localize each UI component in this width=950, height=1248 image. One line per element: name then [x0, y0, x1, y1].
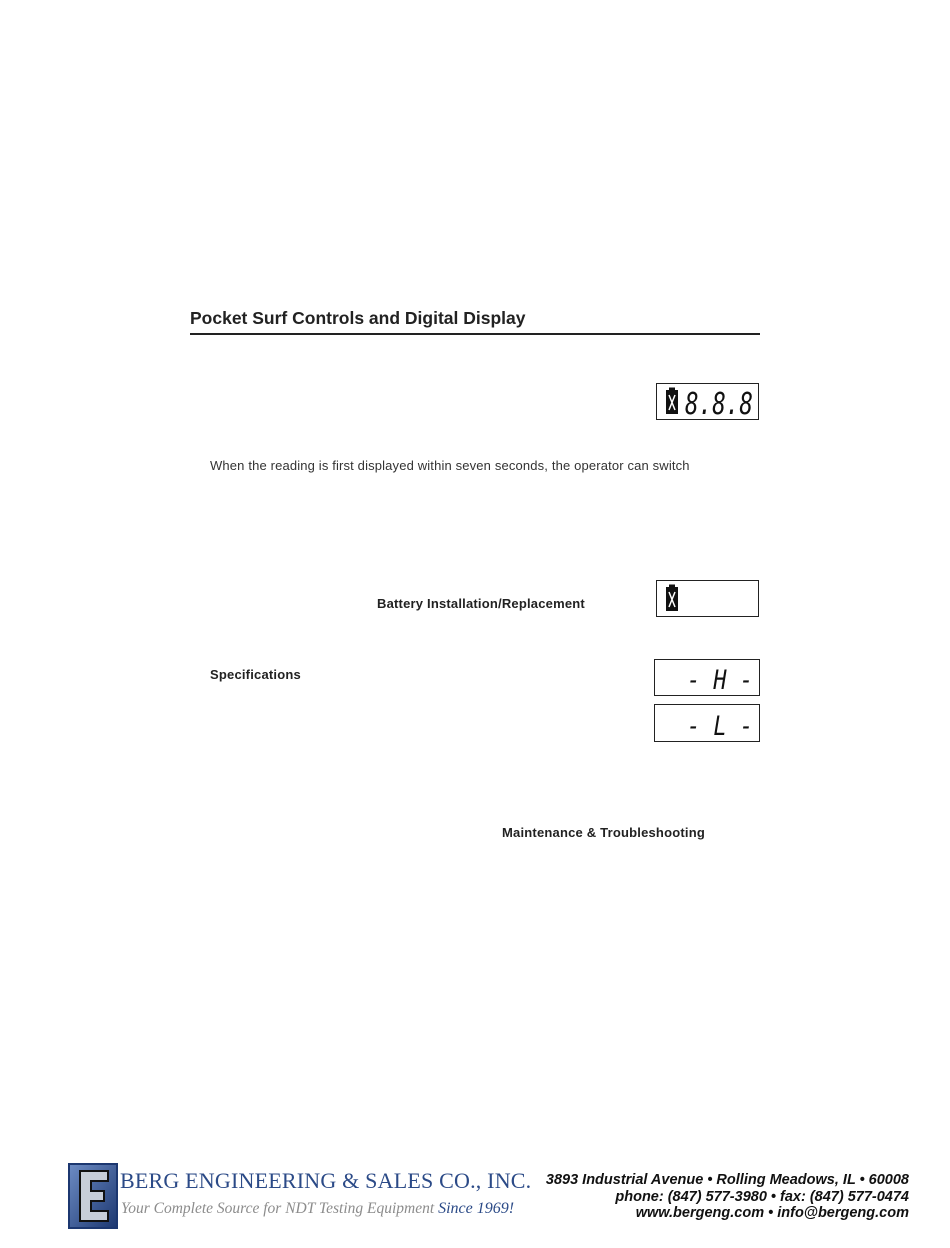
lcd-low-graphic [655, 705, 759, 741]
lcd-high-indicator: - H - [687, 665, 753, 696]
lcd-display-high [654, 659, 760, 696]
body-text-line: When the reading is first displayed within seven seconds, the operator can switch [210, 458, 690, 473]
contact-block [546, 1172, 909, 1222]
lcd-display-full [656, 383, 759, 420]
specifications-subhead: Specifications [210, 667, 301, 682]
lcd-high-graphic [655, 660, 759, 695]
since-text: Since 1969! [438, 1200, 515, 1217]
company-tagline [121, 1200, 514, 1218]
tagline-text: Your Complete Source for NDT Testing Equipment [121, 1200, 435, 1217]
maintenance-subhead: Maintenance & Troubleshooting [502, 825, 705, 840]
lcd-full-graphic [657, 384, 758, 422]
battery-subhead: Battery Installation/Replacement [377, 596, 585, 611]
battery-icon [666, 585, 678, 612]
phone-fax-line: phone: (847) 577-3980 • fax: (847) 577-0474 [615, 1188, 909, 1205]
lcd-low-indicator: - L - [687, 711, 753, 742]
lcd-display-battery [656, 580, 759, 617]
lcd-display-low [654, 704, 760, 742]
berg-logo-icon [68, 1163, 118, 1229]
lcd-888-digits: 8.8.8 [685, 387, 753, 422]
company-name: BERG ENGINEERING & SALES CO., INC. [120, 1168, 532, 1193]
section-title: Pocket Surf Controls and Digital Display [190, 308, 760, 335]
web-email-line: www.bergeng.com • info@bergeng.com [635, 1205, 909, 1222]
battery-icon [666, 388, 678, 415]
address-line: 3893 Industrial Avenue • Rolling Meadows, IL • 60008 [545, 1172, 909, 1188]
battery-only-graphic [657, 581, 758, 616]
